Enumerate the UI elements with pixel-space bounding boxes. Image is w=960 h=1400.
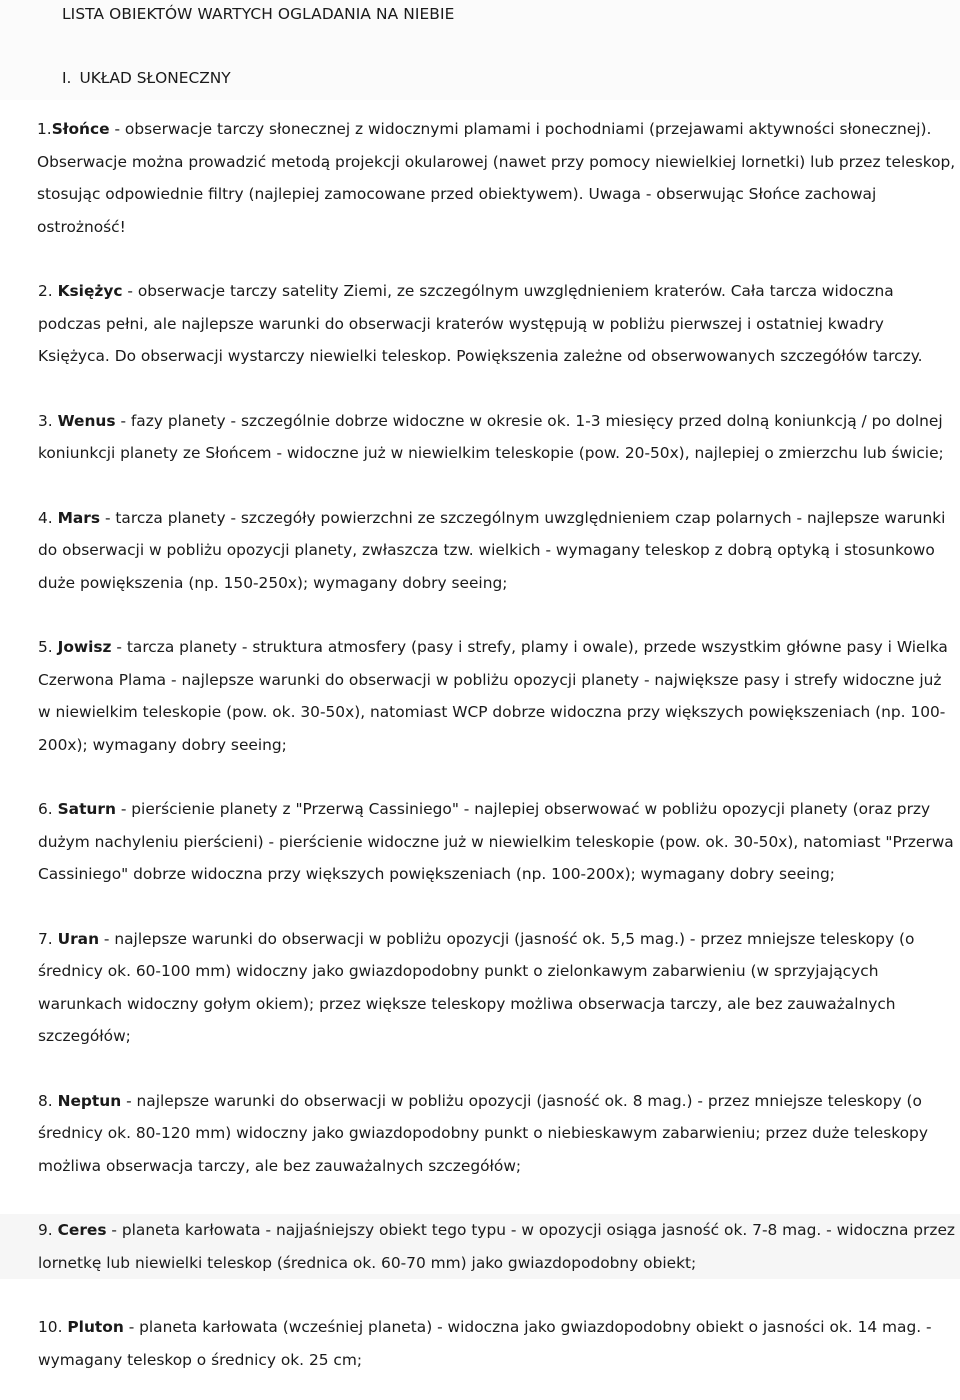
item-name: Saturn (57, 800, 116, 818)
item-name: Neptun (57, 1091, 122, 1110)
item-text: - tarcza planety - szczegóły powierzchni ze szczególnym uwzględnieniem czap polarnych - najlepsze warunki do obserwacji w pobliżu opozycji planety, zwłaszcza tzw. wielkich - wymagany teleskop z dobrą optyką i stosunkowo duże powiększenia (np. 150-250x); wymagany dobry seeing; (38, 508, 946, 592)
list-item-jupiter (38, 631, 956, 761)
item-text: - tarcza planety - struktura atmosfery (pasy i strefy, plamy i owale), przede wszystkim główne pasy i Wielka Czerwona Plama - najlepsze warunki do obserwacji w pobliżu opozycji planety - największe pasy i strefy widoczne już w niewielkim teleskopie (pow. ok. 30-50x), natomiast WCP dobrze widoczna przy większych powiększeniach (np. 100-200x); wymagany dobry seeing; (38, 638, 948, 754)
section-heading (62, 64, 231, 92)
item-text: - najlepsze warunki do obserwacji w pobliżu opozycji (jasność ok. 5,5 mag.) - przez mniejsze teleskopy (o średnicy ok. 60-100 mm) widoczny jako gwiazdopodobny punkt o zielonkawym zabarwieniu (w sprzyjających warunkach widoczny gołym okiem); przez większe teleskopy możliwa obserwacja tarczy, ale bez zauważalnych szczegółów; (38, 929, 915, 1045)
item-text: - planeta karłowata (wcześniej planeta) - widoczna jako gwiazdopodobny obiekt o jasności ok. 14 mag. - wymagany teleskop o średnicy ok. 25 cm; (38, 1318, 932, 1369)
item-name: Pluton (67, 1318, 124, 1336)
item-name: Jowisz (57, 638, 112, 656)
item-number: 6. (38, 800, 53, 818)
item-name: Mars (57, 508, 101, 527)
item-number: 1. (37, 120, 52, 138)
list-item-moon (38, 275, 956, 373)
list-item-venus (38, 405, 956, 470)
section-numeral: I. (62, 69, 72, 87)
item-text: - najlepsze warunki do obserwacji w pobliżu opozycji (jasność ok. 8 mag.) - przez mniejsze teleskopy (o średnicy ok. 80-120 mm) widoczny jako gwiazdopodobny punkt o niebieskawym zabarwieniu; przez duże teleskopy możliwa obserwacja tarczy, ale bez zauważalnych szczegółów; (38, 1091, 928, 1175)
item-text: - pierścienie planety z "Przerwą Cassiniego" - najlepiej obserwować w pobliżu opozycji planety (oraz przy dużym nachyleniu pierścieni) - pierścienie widoczne już w niewielkim teleskopie (pow. ok. 30-50x), natomiast "Przerwa Cassiniego" dobrze widoczna przy większych powiększeniach (np. 100-200x); wymagany dobry seeing; (38, 800, 954, 883)
list-item-sun (37, 113, 956, 243)
item-number: 5. (38, 638, 53, 656)
item-text: - obserwacje tarczy słonecznej z widocznymi plamami i pochodniami (przejawami aktywności słonecznej). Obserwacje można prowadzić metodą projekcji okularowej (nawet przy pomocy niewielkiej lornetki) lub przez teleskop, stosując odpowiednie filtry (najlepiej zamocowane przed obiektywem). Uwaga - obserwując Słońce zachowaj ostrożność! (37, 120, 956, 236)
item-text: - planeta karłowata - najjaśniejszy obiekt tego typu - w opozycji osiąga jasność ok. 7-8 mag. - widoczna przez lornetkę lub niewielki teleskop (średnica ok. 60-70 mm) jako gwiazdopodobny obiekt; (38, 1221, 955, 1272)
item-name: Wenus (57, 411, 116, 430)
object-list (38, 113, 956, 1376)
section-label: UKŁAD SŁONECZNY (79, 69, 231, 87)
item-name: Ceres (57, 1221, 107, 1239)
list-item-neptune (38, 1085, 956, 1183)
item-text: - obserwacje tarczy satelity Ziemi, ze szczególnym uwzględnieniem kraterów. Cała tarcza widoczna podczas pełni, ale najlepsze warunki do obserwacji kraterów występują w pobliżu pierwszej i ostatniej kwadry Księżyca. Do obserwacji wystarczy niewielki teleskop. Powiększenia zależne od obserwowanych szczegółów tarczy. (38, 282, 923, 365)
item-text: - fazy planety - szczególnie dobrze widoczne w okresie ok. 1-3 miesięcy przed dolną koniunkcją / po dolnej koniunkcji planety ze Słońcem - widoczne już w niewielkim teleskopie (pow. 20-50x), najlepiej o zmierzchu lub świcie; (38, 411, 944, 462)
document-title: LISTA OBIEKTÓW WARTYCH OGLADANIA NA NIEBIE (62, 5, 455, 23)
document-header (0, 0, 960, 100)
item-name: Uran (57, 929, 100, 948)
item-number: 3. (38, 411, 53, 430)
item-number: 8. (38, 1091, 53, 1110)
list-item-ceres (0, 1214, 960, 1279)
list-item-mars (38, 502, 956, 600)
item-number: 4. (38, 508, 53, 527)
list-item-uranus (38, 923, 956, 1053)
list-item-saturn (38, 793, 956, 891)
item-number: 9. (38, 1221, 53, 1239)
item-number: 7. (38, 929, 53, 948)
item-number: 2. (38, 282, 53, 300)
item-name: Księżyc (57, 282, 123, 300)
item-name: Słońce (51, 120, 110, 138)
list-item-pluto (38, 1311, 956, 1376)
item-number: 10. (38, 1318, 63, 1336)
